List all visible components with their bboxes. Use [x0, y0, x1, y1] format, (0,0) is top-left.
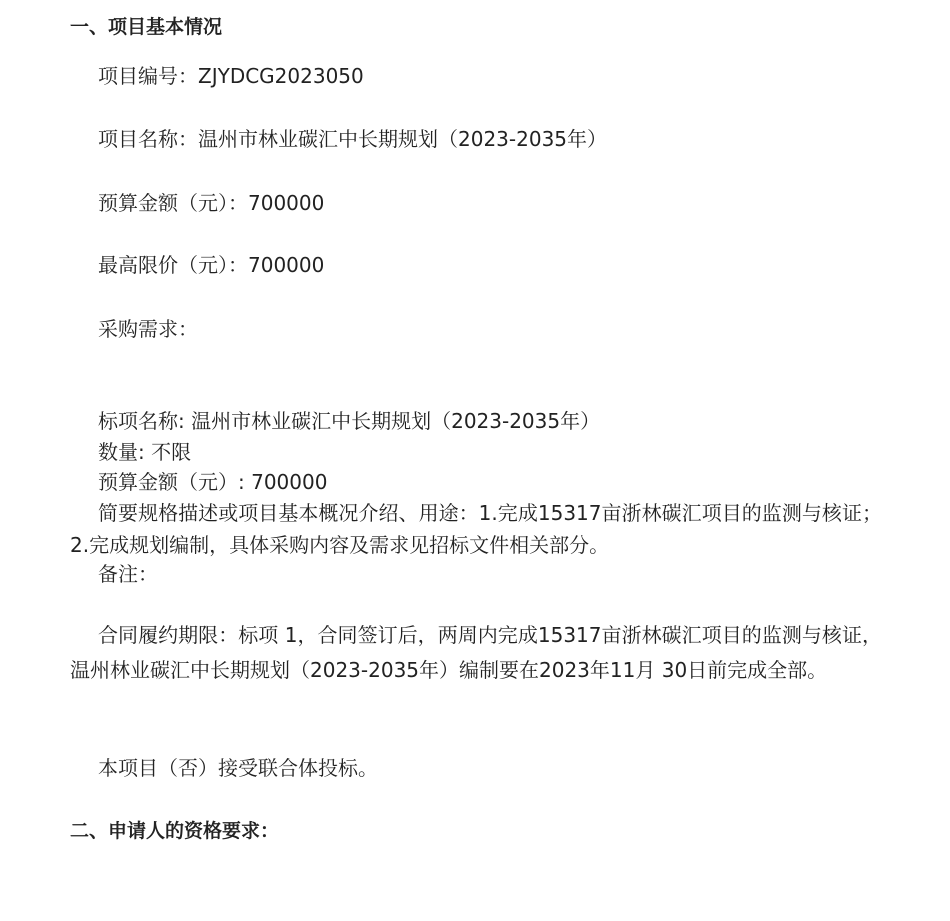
project-name: 项目名称：温州市林业碳汇中长期规划（2023-2035年） — [98, 127, 608, 151]
budget-amount: 预算金额（元）：700000 — [98, 191, 325, 215]
section-2-heading: 二、申请人的资格要求： — [70, 820, 280, 842]
section-1-heading: 一、项目基本情况 — [70, 16, 223, 38]
quantity: 数量: 不限 — [98, 440, 192, 464]
lot-name: 标项名称: 温州市林业碳汇中长期规划（2023-2035年） — [98, 409, 601, 433]
remark-label: 备注： — [98, 562, 158, 586]
procurement-demand-label: 采购需求： — [98, 317, 198, 341]
contract-term-paragraph: 合同履约期限：标项 1，合同签订后，两周内完成15317亩浙林碳汇项目的监测与核证，温州林业碳汇中长期规划（2023-2035年）编制要在2023年11月 30日前完成全部。 — [70, 623, 882, 682]
max-price: 最高限价（元）：700000 — [98, 253, 325, 277]
summary-paragraph: 简要规格描述或项目基本概况介绍、用途：1.完成15317亩浙林碳汇项目的监测与核证；2.完成规划编制，具体采购内容及需求见招标文件相关部分。 — [70, 501, 882, 557]
consortium-statement: 本项目（否）接受联合体投标。 — [98, 756, 378, 780]
lot-budget: 预算金额（元）: 700000 — [98, 470, 328, 494]
project-number: 项目编号：ZJYDCG2023050 — [98, 64, 364, 88]
